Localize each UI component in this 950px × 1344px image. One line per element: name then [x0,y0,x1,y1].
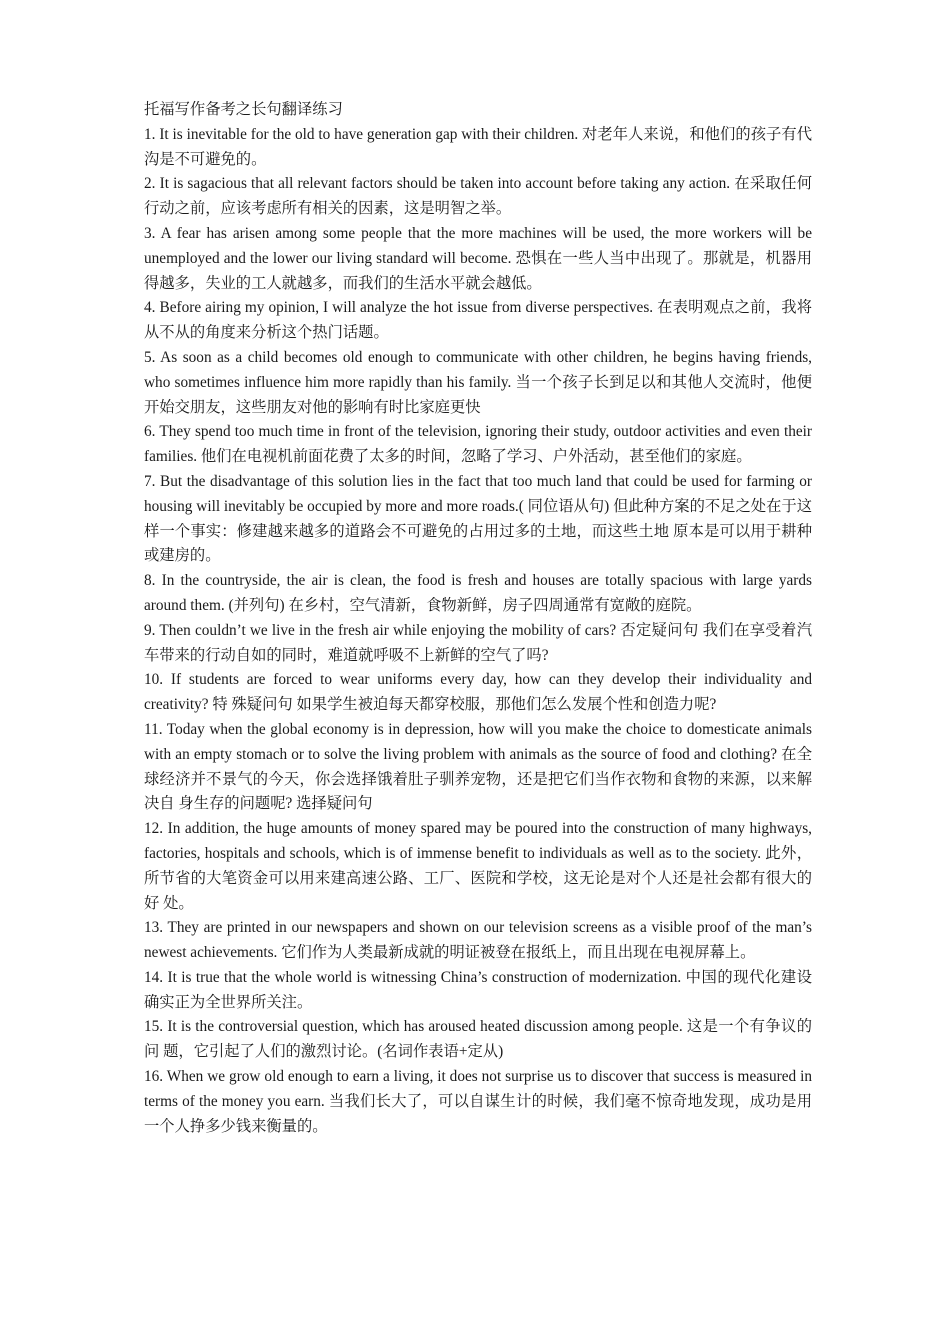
sentence-entry: 11. Today when the global economy is in depression, how will you make the choice to domesticate animals with an empty stomach or to solve the living problem with animals as the source of food and clothing? 在全球经济并不景气的今天，你会选择饿着肚子驯养宠物，还是把它们当作衣物和食物的来源，以来解决自 身生存的问题呢? 选择疑问句 [144,720,812,813]
sentence-entry: 1. It is inevitable for the old to have generation gap with their children. 对老年人来说，和他们的孩子有代沟是不可避免的。 [144,125,812,168]
sentence-entry: 5. As soon as a child becomes old enough to communicate with other children, he begins having friends, who sometimes influence him more rapidly than his family. 当一个孩子长到足以和其他人交流时，他便开始交朋友，这些朋友对他的影响有时比家庭更快 [144,348,812,416]
sentence-entry: 8. In the countryside, the air is clean, the food is fresh and houses are totally spacious with large yards around them. (并列句) 在乡村，空气清新，食物新鲜，房子四周通常有宽敞的庭院。 [144,572,812,614]
sentence-entry: 15. It is the controversial question, which has aroused heated discussion among people. 这是一个有争议的问 题，它引起了人们的激烈讨论。(名词作表语+定从) [144,1018,812,1061]
sentence-entry: 13. They are printed in our newspapers and shown on our television screens as a visible proof of the man’s newest achievements. 它们作为人类最新成就的明证被登在报纸上，而且出现在电视屏幕上。 [144,919,812,962]
sentence-entry: 7. But the disadvantage of this solution lies in the fact that too much land that could be used for farming or housing will inevitably be occupied by more and more roads.( 同位语从句) 但此种方案的不足之处在于这样一个事实：修建越来越多的道路会不可避免的占用过多的土地，而这些土地 原本是可以用于耕种或建房的。 [144,472,812,565]
sentence-entry: 16. When we grow old enough to earn a living, it does not surprise us to discover that success is measured in terms of the money you earn. 当我们长大了，可以自谋生计的时候，我们毫不惊奇地发现，成功是用一个人挣多少钱来衡量的。 [144,1068,812,1135]
sentence-entry: 6. They spend too much time in front of the television, ignoring their study, outdoor activities and even their families. 他们在电视机前面花费了太多的时间，忽略了学习、户外活动，甚至他们的家庭。 [144,423,812,466]
sentence-entry: 9. Then couldn’t we live in the fresh air while enjoying the mobility of cars? 否定疑问句 我们在享受着汽车带来的行动自如的同时，难道就呼吸不上新鲜的空气了吗? [144,621,812,664]
sentence-entry: 14. It is true that the whole world is witnessing China’s construction of modernization. 中国的现代化建设确实正为全世界所关注。 [144,968,812,1011]
sentence-entry: 3. A fear has arisen among some people that the more machines will be used, the more workers will be unemployed and the lower our living standard will become. 恐惧在一些人当中出现了。那就是，机器用得越多，失业的工人就越多，而我们的生活水平就会越低。 [144,224,812,292]
sentence-entry: 2. It is sagacious that all relevant factors should be taken into account before taking any action. 在采取任何行动之前，应该考虑所有相关的因素，这是明智之举。 [144,175,812,218]
sentence-entry: 10. If students are forced to wear uniforms every day, how can they develop their individuality and creativity? 特 殊疑问句 如果学生被迫每天都穿校服，那他们怎么发展个性和创造力呢? [144,671,812,714]
document-title: 托福写作备考之长句翻译练习 [144,101,343,118]
sentence-entry: 4. Before airing my opinion, I will analyze the hot issue from diverse perspectives. 在表明观点之前，我将从不从的角度来分析这个热门话题。 [144,299,812,342]
document-page [144,98,812,1139]
sentence-entry: 12. In addition, the huge amounts of money spared may be poured into the construction of many highways, factories, hospitals and schools, which is of immense benefit to individuals as well as to the society. 此外，所节省的大笔资金可以用来建高速公路、工厂、医院和学校，这无论是对个人还是社会都有很大的好 处。 [144,820,812,912]
